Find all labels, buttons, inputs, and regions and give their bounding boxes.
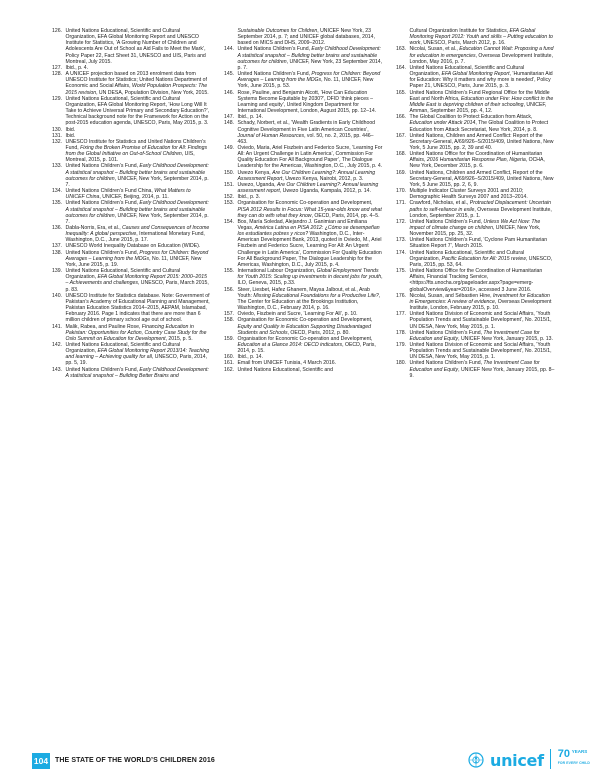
endnote-segment: Malik, Rabea, and Pauline Rose, bbox=[65, 323, 142, 330]
endnote-segment: Schady, Norbert, et al., ‘Wealth Gradients in Early Childhood Cognitive Development in Five Latin American Countries’, bbox=[237, 120, 376, 133]
endnote-segment: Ibid. bbox=[65, 126, 76, 133]
endnote-segment: United Nations Educational, Scientific and Cultural Organization, bbox=[409, 64, 525, 78]
endnote-text bbox=[410, 293, 556, 311]
endnote bbox=[394, 200, 555, 218]
endnote-segment: , OECD, Paris, 2012, p. 80. bbox=[287, 329, 350, 336]
endnote-number: 176. bbox=[395, 292, 406, 299]
endnote-segment: , UNICEF, New York, November 2015, pp. 25, 32. bbox=[409, 225, 541, 238]
endnote-number: 161. bbox=[223, 360, 234, 367]
endnote-text bbox=[238, 317, 384, 335]
endnote-segment: United Nations Division of Economic and Social Affairs, ‘Youth Population Trends and Sustainable Development’, No. 2015/1, UN DESA, New York, May 2015, p. 1. bbox=[409, 341, 552, 361]
endnote-text bbox=[410, 237, 556, 249]
endnote-segment: , OECD, Paris, 2014, pp. 4–5. bbox=[311, 212, 380, 219]
endnote bbox=[50, 188, 211, 200]
endnote bbox=[394, 170, 555, 188]
endnote-title: Protracted Displacement: Uncertain paths to self-reliance in exile bbox=[409, 200, 551, 213]
endnote-segment: Ibid., p. 4. bbox=[65, 64, 89, 71]
endnote bbox=[394, 188, 555, 200]
endnote-title: Pacific Education for All: 2015 review bbox=[441, 255, 526, 262]
endnote-title: EFA Global Monitoring Report bbox=[441, 71, 510, 78]
endnote-segment: Uwezo Kenya, bbox=[237, 169, 273, 176]
endnote-number: 154. bbox=[223, 218, 234, 225]
endnote-text bbox=[66, 324, 212, 342]
endnote-title: Are Our Children Learning?: Annual Learning Assessment Report bbox=[237, 169, 376, 182]
endnote-segment: United Nations Educational, Scientific and Cultural Organization, EFA Global Monitoring Report and UNESCO Institute for Statistics, ‘A Growing Number of Children and Adolescents Are Out of School as Aid Fails to Meet the Mark’, Policy Paper 22, Fact Sheet 31, UNESCO and UIS, Paris and Montreal, July 2015. bbox=[65, 28, 206, 65]
endnote-text bbox=[410, 65, 556, 90]
endnote-title: The Investment Case for Education and Equity bbox=[409, 360, 540, 373]
endnote-segment: United Nations Children’s Fund, ‘Cyclone Pam Humanitarian Situation Report 7’, March 2015. bbox=[409, 237, 548, 250]
endnote-number: 142. bbox=[51, 341, 62, 348]
endnote-number: 162. bbox=[223, 366, 234, 373]
endnote bbox=[394, 90, 555, 115]
endnote bbox=[394, 219, 555, 237]
endnote-segment: United Nations Educational, Scientific and Cultural Organization, EFA Global Monitoring Report, ‘How Long Will It Take to Achieve Universal Primary and Secondary Education?’, Technical background note for the Framework for Action on the post-2015 education agenda, UNESCO, Paris, May 2015, p. 3. bbox=[65, 95, 210, 127]
endnote-segment: United Nations Children’s Fund, bbox=[65, 249, 140, 256]
endnote-segment: , UNESCO, Paris, March 2015, p. 83. bbox=[65, 280, 209, 293]
endnote-number: 146. bbox=[223, 89, 234, 96]
endnote-segment: , Uwezo Kenya, Nairobi, 2012, p. 3. bbox=[282, 175, 364, 182]
endnote-segment: , vol. 50, no. 2, 2015, pp. 446–463. bbox=[237, 132, 374, 145]
endnote-segment: , UNESCO, Paris, 2015, pp. 53, 64. bbox=[409, 255, 553, 268]
endnote-segment: , Overseas Development Institute, London, February 2015, p. 10. bbox=[409, 298, 552, 312]
endnote-text bbox=[410, 114, 556, 132]
endnote bbox=[222, 145, 383, 170]
endnote-segment: United Nations Children’s Fund, bbox=[237, 46, 312, 53]
endnote-number: 155. bbox=[223, 268, 234, 275]
endnote-number: 169. bbox=[395, 169, 406, 176]
endnote-number: 141. bbox=[51, 323, 62, 330]
endnote-segment: Organisation for Economic Co-operation and Development, bbox=[237, 317, 373, 324]
endnote-segment: United Nations Children’s Fund, bbox=[409, 218, 484, 225]
endnote bbox=[394, 114, 555, 132]
endnote-title: What Matters to UNICEF China bbox=[65, 188, 191, 201]
endnote bbox=[50, 293, 211, 324]
endnote-number: 177. bbox=[395, 311, 406, 318]
endnote-segment: United Nations Division of Economic and Social Affairs, ‘Youth Population Trends and Sustainable Development’, No. 2015/1, UN DESA, New York, May 2015, p. 1. bbox=[409, 311, 552, 330]
endnote-segment: , UNICEF, Beijing, 2014, p. 11. bbox=[99, 194, 169, 201]
endnote-segment: Ibid., p. 3. bbox=[237, 194, 261, 201]
report-title: THE STATE OF THE WORLD’S CHILDREN 2016 bbox=[55, 757, 215, 764]
endnote-title: Sustainable Outcomes for Children bbox=[237, 28, 318, 34]
endnote-segment: Multiple Indicator Cluster Surveys 2001 and 2010; Demographic Health Surveys 2007 and 2013–2014. bbox=[409, 188, 528, 201]
endnote bbox=[50, 250, 211, 268]
endnote-text bbox=[238, 145, 384, 170]
endnote-segment: , UNICEF, New York, September 2014, p. 7. bbox=[65, 175, 209, 188]
endnote bbox=[394, 268, 555, 293]
endnote-segment: , UNICEF New York, 23 September 2014, p. 7; and UNICEF global databases, 2014, based on MICS and DHS, 2009–2012. bbox=[237, 28, 375, 47]
endnotes-column-2 bbox=[222, 28, 383, 733]
endnote-number: 160. bbox=[223, 354, 234, 361]
endnote-title: América Latina en PISA 2012: ¿Cómo se desempeñan los estudiantes pobres y ricos? bbox=[237, 225, 380, 238]
endnote bbox=[50, 324, 211, 342]
endnote-segment: , Overseas Development Institute, London, May 2016, p. 7. bbox=[409, 52, 553, 65]
endnote-segment: , UNICEF, New York, 23 September 2014, p. 7. bbox=[237, 58, 383, 71]
endnote bbox=[222, 219, 383, 268]
endnote-segment: Organisation for Economic Co-operation and Development, bbox=[237, 335, 373, 342]
endnote-title: Education under Fire: How conflict in the Middle East is depriving children of their schooling bbox=[409, 95, 554, 108]
endnote-text bbox=[238, 287, 384, 312]
endnote-text bbox=[66, 200, 212, 225]
endnote-segment: Bos, María Soledad, Alejandro J. Ganimian and Emiliana Vegas, bbox=[237, 218, 367, 231]
endnote bbox=[50, 225, 211, 243]
endnotes-column-1 bbox=[50, 28, 211, 733]
endnote bbox=[394, 133, 555, 151]
endnote-number: 179. bbox=[395, 341, 406, 348]
endnote-segment: United Nations, Children and Armed Conflict, Report of the Secretary-General, A/69/926–S/2015/409, United Nations, New York, 5 June 2015, pp. 2, 6, 9. bbox=[409, 169, 554, 188]
endnote-segment: United Nations Children’s Fund Regional Office for the Middle East and North Africa, bbox=[409, 89, 550, 102]
endnote-segment: , Uwezo Uganda, Kampala, 2012, p. 14. bbox=[279, 188, 371, 195]
endnote-segment: UNESCO Institute for Statistics database. Note: Government of Pakistan’s Academy of Educational Planning and Management, Pakistan Education Statistics 2014–2015, AEPAM, Islamabad, February 2016. Page 1 indicates that there are more than 6 million children of primary school age out of school. bbox=[65, 292, 210, 324]
endnote bbox=[222, 182, 383, 194]
badge-years: 70 bbox=[557, 748, 571, 760]
endnote-segment: , No. 11, UNICEF, New York, June 2015, p. 53. bbox=[237, 77, 374, 90]
endnote bbox=[222, 90, 383, 115]
seventy-years-badge bbox=[550, 747, 600, 773]
endnote-segment: , UNESCO, Paris, 2014, pp. 5, 19. bbox=[65, 354, 208, 367]
endnote-text bbox=[66, 188, 212, 200]
badge-years-label: YEARS bbox=[571, 749, 588, 754]
endnote-segment: Cultural Organization Institute for Statistics, bbox=[409, 28, 510, 34]
endnote-number: 164. bbox=[395, 64, 406, 71]
endnote-number: 157. bbox=[223, 311, 234, 318]
endnote-text bbox=[66, 28, 212, 65]
endnote-segment: Uwezo, Uganda, bbox=[237, 181, 277, 188]
endnote-number: 134. bbox=[51, 188, 62, 195]
endnote-number: 135. bbox=[51, 200, 62, 207]
endnote-segment: , Overseas Development Institute, London, September 2015, p. 1. bbox=[409, 206, 552, 219]
endnote-title: Fixing the Broken Promise of Education for All: Findings from the Global Initiative on Out-of-School Children bbox=[65, 144, 208, 158]
endnote-segment: , No. 11, UNICEF, New York, June 2015, p. 19. bbox=[65, 255, 202, 268]
endnote-segment: UNESCO World Inequality Database on Education (WIDE). bbox=[65, 243, 201, 250]
endnote-text bbox=[66, 139, 212, 164]
endnote-segment: , ‘Humanitarian Aid for Education: Why it matters and why more is needed’, Policy Paper 21, UNESCO, Paris, June 2015, p. 3. bbox=[409, 71, 553, 90]
endnote-segment: United Nations Children’s Fund, bbox=[65, 366, 140, 373]
endnote-text bbox=[238, 219, 384, 268]
endnote-title: Early Childhood Development: A statistical snapshot – Building better brains and sustainable outcomes for children bbox=[237, 46, 381, 65]
endnote-number: 150. bbox=[223, 169, 234, 176]
endnote-text bbox=[238, 200, 384, 218]
endnote-number: 143. bbox=[51, 366, 62, 373]
endnote-segment: Oviedo, Maria, Ariel Fiszbein and Federico Sucre, ‘Learning For All: An Urgent Challenge in Latin America’, Commission For Quality Education For All Background Paper’, The Dialogue Leadership for the Americas, Washington, D.C., July 2015, p. 4. bbox=[237, 144, 383, 170]
endnote-title: Unless We Act Now: The impact of climate change on children bbox=[409, 218, 541, 231]
endnote-text bbox=[410, 188, 556, 200]
endnote-segment: United Nations Children’s Fund, bbox=[409, 360, 484, 367]
endnotes bbox=[50, 28, 555, 733]
endnote-text bbox=[238, 170, 384, 182]
endnote bbox=[222, 367, 383, 373]
endnote-number: 172. bbox=[395, 218, 406, 225]
endnote-title: EFA Global Monitoring Report 2015: 2000–2015 – Achievements and challenges bbox=[65, 274, 207, 287]
endnote bbox=[222, 120, 383, 145]
endnote-segment: United Nations Children’s Fund, bbox=[409, 329, 484, 336]
endnote-title: Progress for Children: Beyond Averages – Learning from the MDGs bbox=[65, 249, 209, 262]
endnote-text bbox=[410, 90, 556, 115]
endnote-title: Early Childhood Development: A statistical snapshot – Building better brains and sustainable outcomes for children bbox=[65, 163, 209, 182]
endnote-title: Causes and Consequences of Income Inequality: A global perspective bbox=[65, 225, 210, 238]
endnote-title: Early Childhood Development: A statistical snapshot – Building better brains and sustainable outcomes for children bbox=[65, 200, 209, 219]
endnote-segment: United Nations Educational, Scientific and bbox=[237, 366, 333, 373]
endnote-number: 127. bbox=[51, 64, 62, 71]
endnote-number: 139. bbox=[51, 268, 62, 275]
endnote-number: 153. bbox=[223, 200, 234, 207]
endnote bbox=[222, 268, 383, 286]
endnote-segment: , UNESCO, Paris, March 2012, p. 16. bbox=[420, 40, 506, 47]
endnote-title: Early Childhood Development: A statistical snapshot – Building Better Brains and bbox=[65, 366, 209, 379]
endnote-segment: , The Global Coalition to Protect Education from Attack Secretariat, New York, 2014, p. 8. bbox=[409, 120, 549, 133]
endnote-number: 126. bbox=[51, 28, 62, 34]
endnote-segment: Nicolai, Susan, and Sébastien Hine, bbox=[409, 292, 493, 299]
endnote-title: Education under Attack 2014 bbox=[409, 120, 476, 127]
endnote-title: Missing Educational Foundations for a Productive Life? bbox=[253, 292, 379, 299]
endnote-segment: , International Monetary Fund, Washington, D.C., June 2015, p. 17. bbox=[65, 231, 205, 244]
endnotes-column-3 bbox=[394, 28, 555, 733]
endnote bbox=[222, 287, 383, 312]
endnote bbox=[394, 65, 555, 90]
endnote bbox=[50, 28, 211, 65]
endnote-text bbox=[410, 330, 556, 342]
endnote-segment: , UNICEF, New York, September 2014, p. 7. bbox=[65, 212, 209, 225]
endnote-text bbox=[66, 96, 212, 127]
endnote-number: 163. bbox=[395, 46, 406, 53]
endnote-text bbox=[238, 71, 384, 89]
endnote-title: PISA 2012 Results in Focus: What 15-year-olds know and what they can do with what they know bbox=[237, 206, 382, 219]
endnote-number: 173. bbox=[395, 237, 406, 244]
endnote-text bbox=[66, 268, 212, 293]
endnote-number: 149. bbox=[223, 144, 234, 151]
endnote bbox=[394, 330, 555, 342]
endnote-title: The Investment Case for Education and Equity bbox=[409, 329, 540, 342]
endnote-number: 144. bbox=[223, 46, 234, 53]
endnote-number: 171. bbox=[395, 200, 406, 207]
endnote-segment: , UN DESA, Population Division, New York, 2015. bbox=[96, 89, 209, 96]
endnote-segment: United Nations Children’s Fund China, bbox=[65, 188, 155, 195]
endnote-text bbox=[410, 200, 556, 218]
endnote bbox=[394, 360, 555, 378]
endnote-number: 148. bbox=[223, 120, 234, 127]
endnote bbox=[222, 71, 383, 89]
endnote-title: Investment for Education in Emergencies: A review of evidence bbox=[409, 292, 550, 305]
endnote-number: 136. bbox=[51, 225, 62, 231]
endnote bbox=[394, 151, 555, 169]
endnote-number: 133. bbox=[51, 163, 62, 170]
endnote bbox=[50, 367, 211, 379]
endnote-number: 174. bbox=[395, 249, 406, 256]
endnote-segment: Ibid., p. 14. bbox=[237, 114, 263, 121]
endnote bbox=[50, 268, 211, 293]
endnote-number: 131. bbox=[51, 132, 62, 139]
endnote-title: Are Our Children Learning?: Annual learning assessment report bbox=[237, 181, 379, 195]
endnote bbox=[222, 200, 383, 218]
badge-tagline: FOR EVERY CHILD bbox=[557, 761, 590, 765]
endnote-segment: Crawford, Nicholas, et al., bbox=[409, 200, 470, 207]
endnote-segment: United Nations Children’s Fund, bbox=[237, 71, 312, 78]
endnote-text bbox=[410, 219, 556, 237]
endnote-segment: United Nations Educational, Scientific and Cultural Organization, bbox=[65, 268, 181, 281]
endnote-segment: United Nations Educational, Scientific and Cultural Organization, bbox=[409, 249, 525, 262]
endnote bbox=[50, 163, 211, 188]
endnote-text bbox=[66, 225, 212, 243]
endnote-title: 2016 Humanitarian Response Plan, Nigeria bbox=[426, 157, 526, 164]
unicef-wordmark: unicef bbox=[490, 750, 544, 770]
endnote-segment: , UIS, Montreal, 2015, p. 101. bbox=[65, 151, 195, 164]
endnote-text bbox=[410, 250, 556, 268]
endnote-text bbox=[238, 120, 384, 145]
endnote-number: 129. bbox=[51, 95, 62, 102]
endnote-segment: UNESCO Institute for Statistics and United Nations Children’s Fund, bbox=[65, 138, 206, 151]
unicef-emblem-icon bbox=[468, 752, 484, 768]
endnote-text bbox=[238, 182, 384, 194]
endnote-number: 178. bbox=[395, 329, 406, 336]
endnote-segment: , UNICEF New York, January 2015, pp. 8–9. bbox=[409, 366, 555, 379]
endnote bbox=[222, 336, 383, 354]
endnote bbox=[394, 293, 555, 311]
endnote-number: 167. bbox=[395, 132, 406, 139]
endnote-text bbox=[410, 133, 556, 151]
endnote-text bbox=[238, 336, 384, 354]
endnote-text bbox=[410, 342, 556, 360]
endnote-text bbox=[66, 293, 212, 324]
endnote bbox=[394, 237, 555, 249]
endnote bbox=[50, 96, 211, 127]
endnote-number: 166. bbox=[395, 114, 406, 121]
endnote-segment: Dabla-Norris, Era, et al., bbox=[65, 225, 123, 231]
endnote-number: 130. bbox=[51, 126, 62, 133]
endnote-continuation bbox=[222, 28, 383, 46]
endnote-text bbox=[238, 367, 384, 373]
endnote-number: 159. bbox=[223, 335, 234, 342]
endnote-number: 147. bbox=[223, 114, 234, 121]
endnote-title: EFA Global Monitoring Report 2012: Youth and skills – Putting education to work bbox=[409, 28, 553, 47]
endnote-text bbox=[238, 268, 384, 286]
endnote-text bbox=[238, 90, 384, 115]
endnote-segment: , OCHA, New York, December 2015, p. 6. bbox=[409, 157, 545, 170]
endnote-text bbox=[238, 28, 384, 46]
endnote-segment: , ILO, Geneva, 2015, p.33. bbox=[237, 274, 383, 287]
endnote bbox=[50, 71, 211, 96]
endnote bbox=[222, 46, 383, 71]
endnote-segment: , The Center for Education at the Brookings Institution, Washington, D.C., February 2014, p. 16. bbox=[237, 292, 381, 312]
endnote-title: Education at a Glance 2014: OECD indicators bbox=[237, 341, 343, 348]
endnote-title: Journal of Human Resources bbox=[237, 132, 305, 139]
endnote bbox=[394, 342, 555, 360]
endnote-segment: Nicolai, Susan, et al., bbox=[409, 46, 460, 53]
endnote-segment: International Labour Organization, bbox=[237, 268, 317, 275]
endnote-text bbox=[410, 46, 556, 64]
endnote-number: 175. bbox=[395, 268, 406, 275]
endnote-segment: Ibid. bbox=[65, 132, 76, 139]
endnote-text bbox=[410, 268, 556, 293]
endnote-segment: United Nations Children’s Fund, bbox=[65, 200, 140, 207]
endnote-number: 151. bbox=[223, 181, 234, 188]
endnote-segment: Oviedo, Fiszbein and Sucre, ‘Learning For All’, p. 10. bbox=[237, 311, 358, 318]
endnote-text bbox=[410, 360, 556, 378]
unicef-logo bbox=[468, 746, 600, 774]
endnote-text bbox=[410, 28, 556, 46]
endnote-number: 132. bbox=[51, 138, 62, 145]
endnote-segment: , OECD, Paris, 2014, p. 15. bbox=[237, 341, 376, 355]
endnote-text bbox=[410, 170, 556, 188]
endnote-segment: , 2015, p. 5. bbox=[165, 335, 193, 342]
endnote bbox=[394, 311, 555, 329]
endnote-text bbox=[410, 311, 556, 329]
endnote-segment: , UNICEF New York, January 2015, p. 13. bbox=[458, 335, 553, 342]
endnote-text bbox=[66, 250, 212, 268]
endnote-segment: United Nations Educational, Scientific and Cultural Organization, bbox=[65, 341, 181, 355]
endnote-number: 165. bbox=[395, 89, 406, 96]
endnote-segment: United Nations Office for the Coordination of Humanitarian Affairs, Financial Tracking Service, <https://fts.unocha.org/pageloader.aspx?page=emerg-globalOverview&year=2016>, accessed 3 June 2016. bbox=[409, 268, 543, 293]
endnote-segment: Steer, Liesbet, Hafez Ghanem, Maysa Jalbout, et al., Arab Youth: bbox=[237, 286, 370, 299]
page-number: 104 bbox=[32, 753, 50, 769]
endnote-number: 180. bbox=[395, 360, 406, 367]
endnote-title: EFA Global Monitoring Report 2013/14: Teaching and learning – Achieving quality for all bbox=[65, 348, 210, 361]
endnote-number: 168. bbox=[395, 151, 406, 158]
endnote bbox=[50, 200, 211, 225]
endnote bbox=[222, 170, 383, 182]
endnote bbox=[50, 342, 211, 367]
endnote-title: Progress for Children: Beyond Averages – Learning from the MDGs bbox=[237, 71, 381, 84]
endnote-segment: A UNICEF projection based on 2013 enrolment data from UNESCO Institute for Statistics; United Nations Department of Economic and Social Affairs, bbox=[65, 71, 207, 90]
endnote-title: Global Employment Trends for Youth 2015: Scaling up investments in decent jobs for youth bbox=[237, 268, 382, 281]
endnote-text bbox=[66, 163, 212, 188]
endnote-number: 138. bbox=[51, 249, 62, 256]
endnote-segment: Email from UNICEF Tunisia, 4 March 2016. bbox=[237, 360, 337, 367]
endnote-text bbox=[66, 71, 212, 96]
endnote-segment: United Nations Office for the Coordination of Humanitarian Affairs, bbox=[409, 151, 543, 164]
endnote-text bbox=[410, 151, 556, 169]
endnote-segment: , UNICEF, Amman, September 2015, pp. 4, 12. bbox=[409, 101, 547, 115]
endnote-segment: Organisation for Economic Co-operation and Development, bbox=[237, 200, 373, 207]
endnote-title: Equity and Quality in Education Supporting Disadvantaged Students and Schools bbox=[237, 323, 371, 336]
endnote bbox=[394, 46, 555, 64]
badge-divider bbox=[550, 749, 551, 769]
endnote-segment: Washington, D.C., Inter-American Development Bank, 2013, quoted in Oviedo, M., Ariel Fiszbein and Federico Sucre, ‘Learning For All: An Urgent Challenge in Latin America’, Commission For Quality Education For All Background Paper, The Dialogue Leadership for the Americas, Washington, D.C., July 2015, p. 4. bbox=[237, 231, 382, 268]
endnote-segment: Ibid., p. 14. bbox=[237, 354, 263, 361]
endnote-number: 170. bbox=[395, 188, 406, 195]
endnote-text bbox=[238, 46, 384, 71]
endnote-number: 152. bbox=[223, 194, 234, 201]
page-footer bbox=[0, 741, 600, 776]
endnote bbox=[222, 317, 383, 335]
endnote bbox=[394, 250, 555, 268]
endnote-number: 158. bbox=[223, 317, 234, 324]
endnote-text bbox=[66, 367, 212, 379]
endnote-continuation bbox=[394, 28, 555, 46]
endnote-number: 145. bbox=[223, 71, 234, 78]
endnote-text bbox=[66, 342, 212, 367]
endnote-segment: United Nations Children’s Fund, bbox=[65, 163, 140, 170]
endnote-number: 140. bbox=[51, 292, 62, 299]
endnote-title: Financing Education in Pakistan: Opportunities for Action, Country Case Study for the Oslo Summit on Education for Development bbox=[65, 323, 207, 342]
endnote-title: Education Cannot Wait: Proposing a fund for education in emergencies bbox=[409, 46, 554, 59]
endnote bbox=[50, 139, 211, 164]
endnote-segment: The Global Coalition to Protect Education from Attack, bbox=[409, 114, 533, 121]
endnote-number: 156. bbox=[223, 286, 234, 293]
endnote-title: World Population Prospects: The 2015 revision bbox=[65, 83, 208, 96]
endnote-number: 137. bbox=[51, 243, 62, 250]
endnote-number: 128. bbox=[51, 71, 62, 78]
endnote-segment: Rose, Pauline, and Benjamin Alcott, ‘How Can Education Systems Become Equitable by 2030?’, DFID ‘think pieces – Learning and equity’, United Kingdom Department for International Development, London, August 2015, pp. 12–14. bbox=[237, 89, 377, 115]
endnote-segment: United Nations, Children and Armed Conflict: Report of the Secretary-General, A/69/926–S/2015/409, United Nations, New York, 5 June 2015, pp. 2, 39 and 40. bbox=[409, 132, 554, 151]
